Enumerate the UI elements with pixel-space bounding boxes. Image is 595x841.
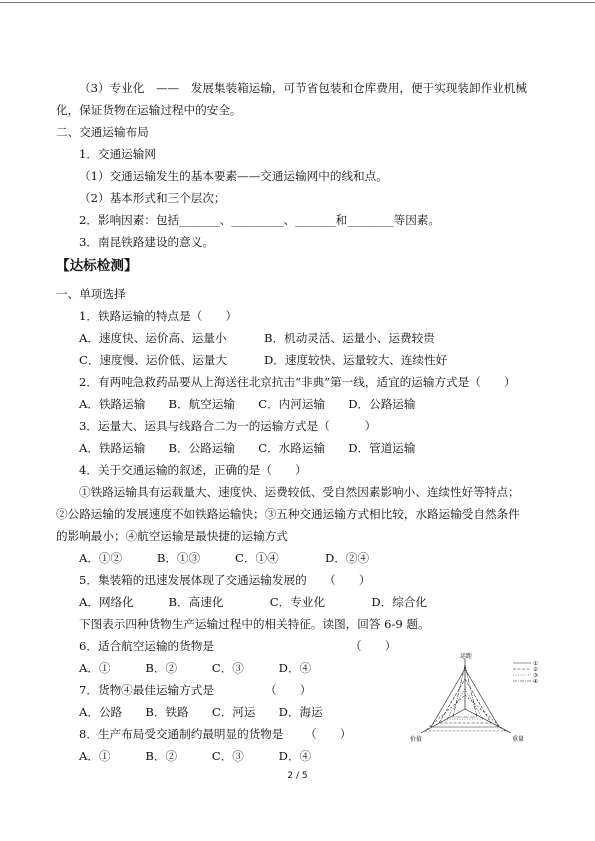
question-stem: 6．适合航空运输的货物是: [79, 639, 214, 653]
text-line: （3）专业化 —— 发展集装箱运输，可节省包装和仓库费用，便于实现装卸作业机械: [79, 81, 527, 95]
text-line: 2．影响因素：包括_______、_________、_______和________等因素。: [79, 213, 440, 227]
statement-line: ①铁路运输具有运载量大、速度快、运费较低、受自然因素影响小、连续性好等特点；: [79, 485, 520, 499]
statement-line: 的影响最小；④航空运输是最快捷的运输方式: [56, 529, 288, 543]
legend-item-4: ④: [533, 679, 538, 685]
question-options: A．公路 B．铁路 C．河运 D．海运: [79, 705, 323, 719]
question-stem: 1．铁路运输的特点是（ ）: [79, 309, 238, 323]
question-options: A．铁路运输 B．航空运输 C．内河运输 D．公路运输: [79, 397, 416, 411]
text-line: 化，保证货物在运输过程中的安全。: [56, 103, 242, 117]
question-options: A．铁路运输 B．公路运输 C．水路运输 D．管道运输: [79, 441, 416, 455]
text-line: （2）基本形式和三个层次；: [79, 191, 226, 205]
text-line: 二、交通运输布局: [56, 125, 149, 139]
question-stem: 7．货物④最佳运输方式是: [79, 683, 214, 697]
axis-label-distance: 运距: [460, 653, 473, 660]
question-stem: 2．有两吨急救药品要从上海送往北京抗击“非典”第一线，适宜的运输方式是（ ）: [79, 375, 516, 389]
text-line: 1．交通运输网: [79, 147, 156, 161]
legend-item-3: ③: [533, 673, 538, 679]
page-top-rule: [0, 2, 595, 3]
section-heading: 【达标检测】: [56, 258, 138, 274]
answer-paren: （ ）: [265, 683, 312, 697]
axis-label-value: 价值: [410, 736, 423, 743]
legend-item-2: ②: [533, 667, 538, 673]
statement-line: ②公路运输的发展速度不如铁路运输快；③五种交通运输方式相比较，水路运输受自然条件: [56, 507, 520, 521]
radar-figure: [403, 649, 551, 751]
text-line: 3．南昆铁路建设的意义。: [79, 235, 214, 249]
question-stem: 8．生产布局受交通制约最明显的货物是: [79, 727, 284, 741]
option-b: B．机动灵活、运量小、运费较贵: [264, 331, 435, 345]
question-options: A．① B．② C．③ D．④: [79, 661, 312, 675]
legend-lines: [513, 663, 531, 681]
part-heading: 一、单项选择: [56, 287, 126, 301]
figure-intro: 下图表示四种货物生产运输过程中的相关特征。读图，回答 6-9 题。: [79, 617, 430, 631]
answer-paren: （ ）: [350, 639, 397, 653]
axis-label-weight: 重量: [512, 736, 525, 743]
option-a: A．速度快、运价高、运量小: [79, 331, 227, 345]
option-c: C．速度慢、运价低、运量大: [79, 353, 227, 367]
text-line: （1）交通运输发生的基本要素——交通运输网中的线和点。: [79, 169, 388, 183]
question-stem: 4．关于交通运输的叙述，正确的是（ ）: [79, 463, 307, 477]
question-options: A．①② B．①③ C．①④ D．②④: [79, 551, 370, 565]
question-stem: 3．运量大、运具与线路合二为一的运输方式是（ ）: [79, 419, 377, 433]
question-stem: 5．集装箱的迅速发展体现了交通运输发展的 （ ）: [79, 573, 371, 587]
legend-item-1: ①: [533, 661, 538, 667]
question-options: A．网络化 B．高速化 C．专业化 D．综合化: [79, 595, 428, 609]
page-number: 2 / 5: [287, 771, 308, 781]
option-d: D．速度较快、运量较大、连续性好: [264, 353, 448, 367]
answer-paren: （ ）: [305, 727, 352, 741]
question-options: A．① B．② C．③ D．④: [79, 749, 312, 763]
